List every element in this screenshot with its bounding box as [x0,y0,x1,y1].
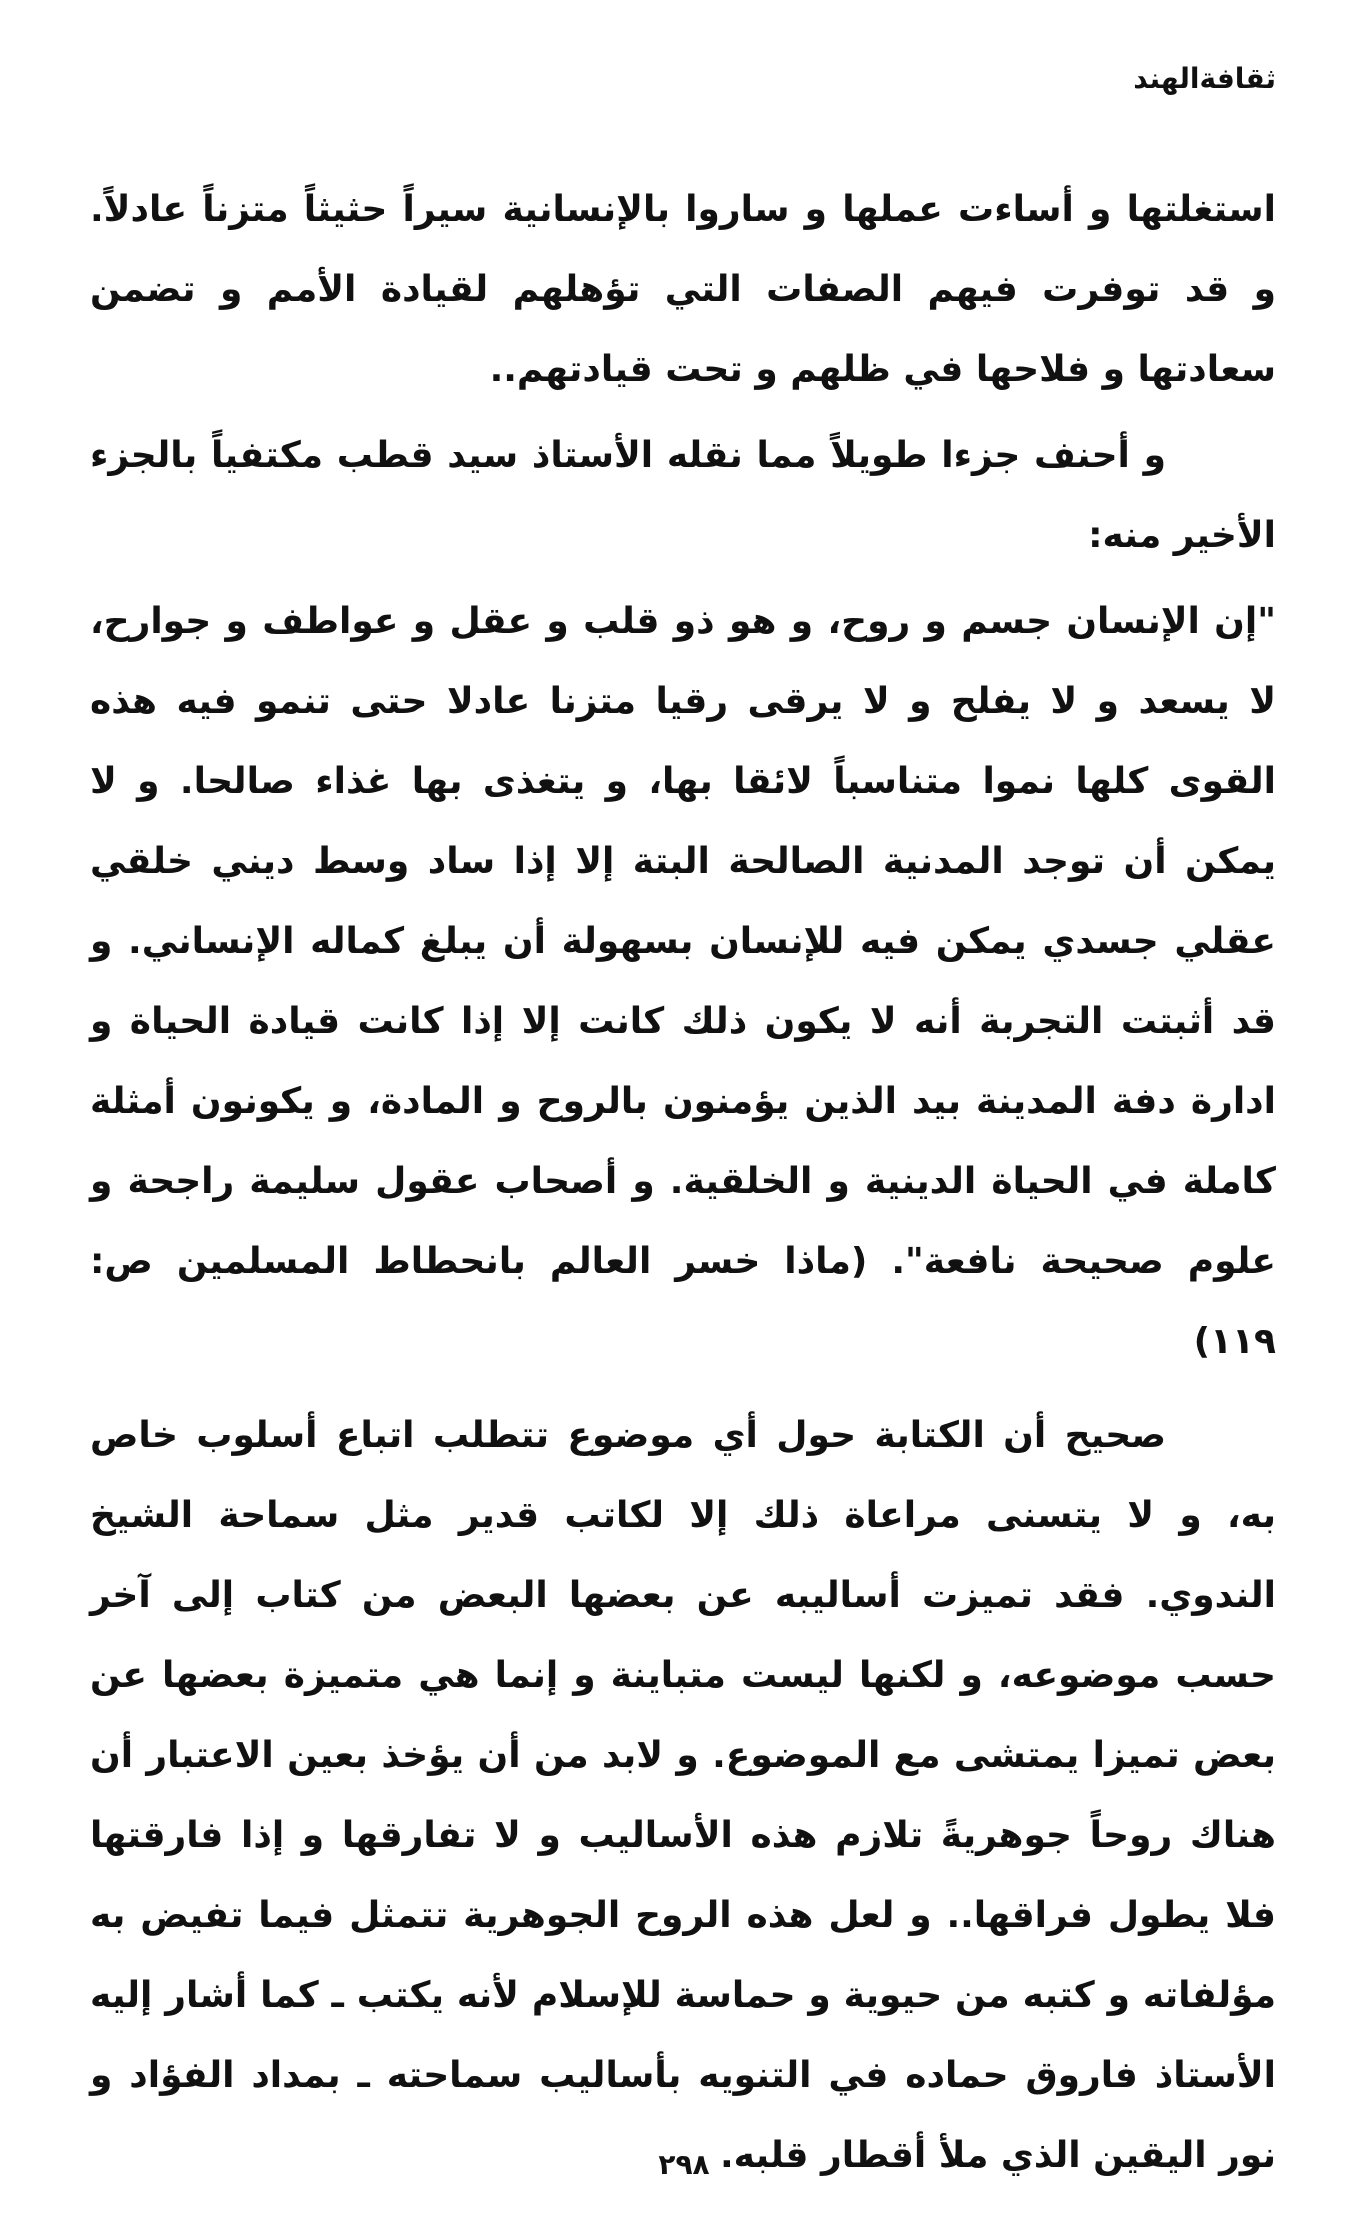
page-body [90,170,1276,2196]
paragraph-2: و أحنف جزءا طويلاً مما نقله الأستاذ سيد قطب مكتفياً بالجزء الأخير منه: [90,435,1276,556]
quotation-paragraph: "إن الإنسان جسم و روح، و هو ذو قلب و عقل و عواطف و جوارح، لا يسعد و لا يفلح و لا يرقى رقيا متزنا عادلا حتى تنمو فيه هذه القوى كلها نموا متناسباً لائقا بها، و يتغذى بها غذاء صالحا. و لا يمكن أن توجد المدنية الصالحة البتة إلا إذا ساد وسط ديني خلقي عقلي جسدي يمكن فيه للإنسان بسهولة أن يبلغ كماله الإنساني. و قد أثبتت التجربة أنه لا يكون ذلك كانت إلا إذا كانت قيادة الحياة و ادارة دفة المدينة بيد الذين يؤمنون بالروح و المادة، و يكونون أمثلة كاملة في الحياة الدينية و الخلقية. و أصحاب عقول سليمة راجحة و علوم صحيحة نافعة". (ماذا خسر العالم بانحطاط المسلمين ص: ١١٩) [90,601,1276,1362]
page-number: ٢٩٨ [658,2148,710,2181]
paragraph-4: صحيح أن الكتابة حول أي موضوع تتطلب اتباع أسلوب خاص به، و لا يتسنى مراعاة ذلك إلا لكاتب قدير مثل سماحة الشيخ الندوي. فقد تميزت أساليبه عن بعضها البعض من كتاب إلى آخر حسب موضوعه، و لكنها ليست متباينة و إنما هي متميزة بعضها عن بعض تميزا يمتشى مع الموضوع. و لابد من أن يؤخذ بعين الاعتبار أن هناك روحاً جوهريةً تلازم هذه الأساليب و لا تفارقها و إذا فارقتها فلا يطول فراقها.. و لعل هذه الروح الجوهرية تتمثل فيما تفيض به مؤلفاته و كتبه من حيوية و حماسة للإسلام لأنه يكتب ـ كما أشار إليه الأستاذ فاروق حماده في التنويه بأساليب سماحته ـ بمداد الفؤاد و نور اليقين الذي ملأ أقطار قلبه. [90,1415,1276,2176]
paragraph-1: استغلتها و أساءت عملها و ساروا بالإنسانية سيراً حثيثاً متزناً عادلاً. و قد توفرت فيهم الصفات التي تؤهلهم لقيادة الأمم و تضمن سعادتها و فلاحها في ظلهم و تحت قيادتهم.. [90,189,1276,390]
running-header: ثقافةالهند [1133,62,1276,95]
